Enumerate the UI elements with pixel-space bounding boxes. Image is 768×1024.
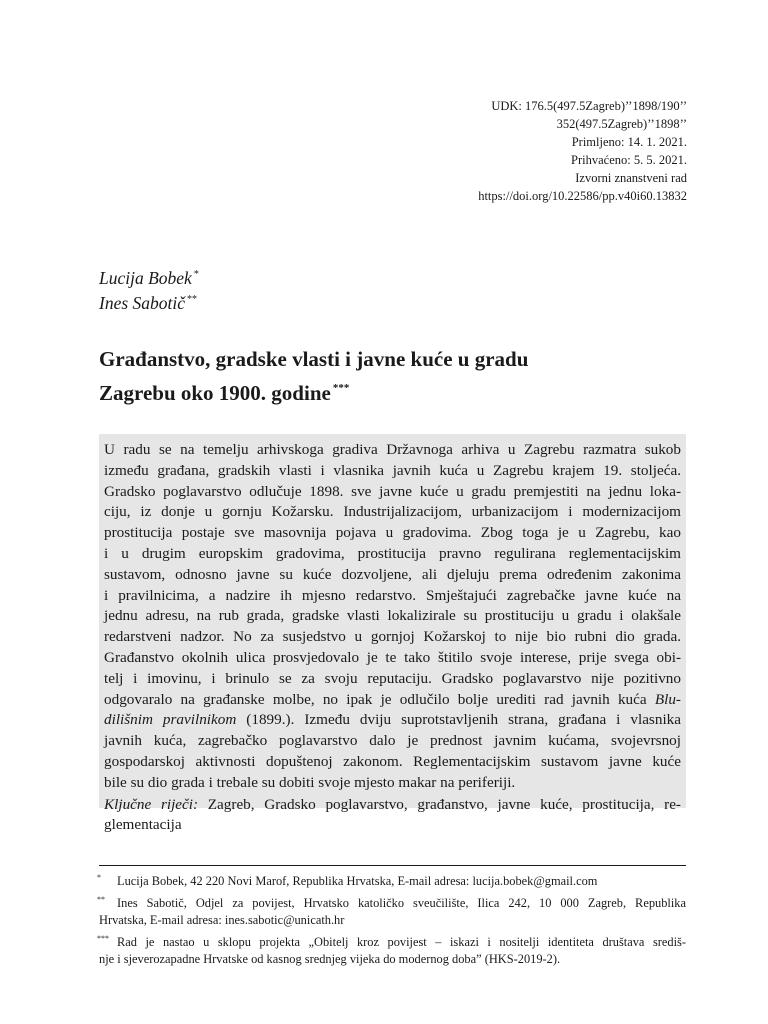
italic-title-part: Blu-	[654, 690, 681, 708]
udk-code-secondary: 352(497.5Zagreb)’’1898’’	[556, 117, 687, 131]
keywords	[104, 795, 681, 837]
author-list	[99, 264, 199, 314]
footnote-2	[99, 895, 686, 929]
abstract-line-text: (1899.). Između dviju suprotstavljenih strana, građana i vlasnika	[236, 711, 681, 729]
abstract-line: prostitucija postaje sve masovnija pojava u gradovima. Zbog toga je u Zagrebu, kao	[104, 524, 681, 542]
author-footnote-mark[interactable]: *	[193, 269, 199, 280]
abstract-line: javnih kuća, zagrebačko poglavarstvo dalo je prednost javnim kućama, svojevrsnoj	[104, 732, 681, 750]
keywords-label: Ključne riječi:	[104, 795, 199, 813]
article-type: Izvorni znanstveni rad	[575, 171, 687, 185]
abstract-line	[104, 710, 681, 731]
abstract-line: Gradsko poglavarstvo odlučuje 1898. sve javne kuće u gradu premjestiti na jednu loka-	[104, 482, 681, 500]
keywords-text: Zagreb, Gradsko poglavarstvo, građanstvo, javne kuće, prostitucija, re-	[198, 795, 681, 813]
author-name: Ines Sabotič	[99, 293, 186, 313]
keywords-line: glementacija	[104, 816, 182, 834]
udk-code: UDK: 176.5(497.5Zagreb)’’1898/190’’	[491, 99, 687, 113]
doi-link[interactable]: https://doi.org/10.22586/pp.v40i60.13832	[478, 189, 687, 203]
footnote-mark: **	[97, 895, 105, 904]
footnotes	[99, 873, 686, 973]
title-line-2: Zagrebu oko 1900. godine	[99, 381, 331, 405]
abstract-line	[104, 690, 681, 711]
italic-title-part: dilišnim pravilnikom	[104, 711, 237, 729]
title-footnote-mark[interactable]: ***	[332, 382, 350, 394]
abstract-line: gospodarskoj aktivnosti dopuštenoj zakonom. Reglementacijskim sustavom javne kuće	[104, 752, 681, 770]
footnote-1	[99, 873, 686, 890]
footnote-mark: *	[97, 873, 101, 882]
footnote-text: Rad je nastao u sklopu projekta „Obitelj kroz povijest – iskazi i nositelji identiteta društava središ-	[117, 935, 686, 949]
keywords-line	[104, 795, 681, 816]
abstract-line: U radu se na temelju arhivskoga gradiva Državnoga arhiva u Zagrebu razmatra sukob	[104, 441, 681, 458]
author-2	[99, 289, 199, 314]
abstract-line: redarstveni nadzor. No za susjedstvo u gornjoj Kožarskoj to nije bio rubni dio grada.	[104, 628, 681, 646]
footnote-mark: ***	[97, 934, 109, 943]
article-metadata	[478, 97, 687, 205]
abstract-line: jednu adresu, na rub grada, gradske vlasti lokalizirale su prostituciju u gradu i olakšale	[104, 607, 681, 625]
abstract-line: ciju, iz donje u gornju Kožarsku. Industrijalizacijom, urbanizacijom i modernizacijom	[104, 503, 681, 521]
footnote-text: Lucija Bobek, 42 220 Novi Marof, Republika Hrvatska, E-mail adresa: lucija.bobek@gmail.com	[117, 874, 598, 888]
abstract-line: i u drugim europskim gradovima, prostitucija pravno regulirana reglementacijskim	[104, 544, 681, 562]
abstract-line: Građanstvo okolnih ulica prosvjedovalo je te tako štitilo svoje interese, prije svega obi-	[104, 648, 681, 666]
title-line-1: Građanstvo, gradske vlasti i javne kuće u gradu	[99, 347, 529, 371]
footnote-text: Ines Sabotič, Odjel za povijest, Hrvatsko katoličko sveučilište, Ilica 242, 10 000 Zagreb, Republika	[117, 896, 686, 910]
author-name: Lucija Bobek	[99, 268, 192, 288]
paper-title	[99, 345, 679, 408]
abstract-line-text: odgovaralo na građanske molbe, no ipak je odlučilo bolje urediti rad javnih kuća	[104, 690, 647, 708]
abstract-line: između građana, gradskih vlasti i vlasnika javnih kuća u Zagrebu krajem 19. stoljeća.	[104, 461, 681, 479]
abstract-line: sustavom, odnosno javne su kuće dozvoljene, ali djeluju prema određenim zakonima	[104, 565, 681, 583]
abstract-box	[99, 434, 686, 834]
footnote-3	[99, 934, 686, 968]
author-1	[99, 264, 199, 289]
abstract-line: telj i imovinu, i brinulo se za svoju reputaciju. Gradsko poglavarstvo nije pozitivno	[104, 669, 681, 687]
abstract-text	[104, 440, 681, 794]
author-footnote-mark[interactable]: **	[187, 294, 198, 305]
abstract-line: bile su dio grada i trebale su dobiti svoje mjesto makar na periferiji.	[104, 773, 516, 791]
received-date: Primljeno: 14. 1. 2021.	[571, 135, 687, 149]
footnote-text: nje i sjeverozapadne Hrvatske od kasnog srednjeg vijeka do modernog doba” (HKS-2019-2).	[99, 952, 561, 966]
footnote-divider	[99, 865, 686, 866]
abstract-line: i pravilnicima, a nadzire ih mjesno redarstvo. Smještajući zagrebačke javne kuće na	[104, 586, 681, 604]
accepted-date: Prihvaćeno: 5. 5. 2021.	[571, 153, 687, 167]
footnote-text: Hrvatska, E-mail adresa: ines.sabotic@unicath.hr	[99, 913, 345, 927]
